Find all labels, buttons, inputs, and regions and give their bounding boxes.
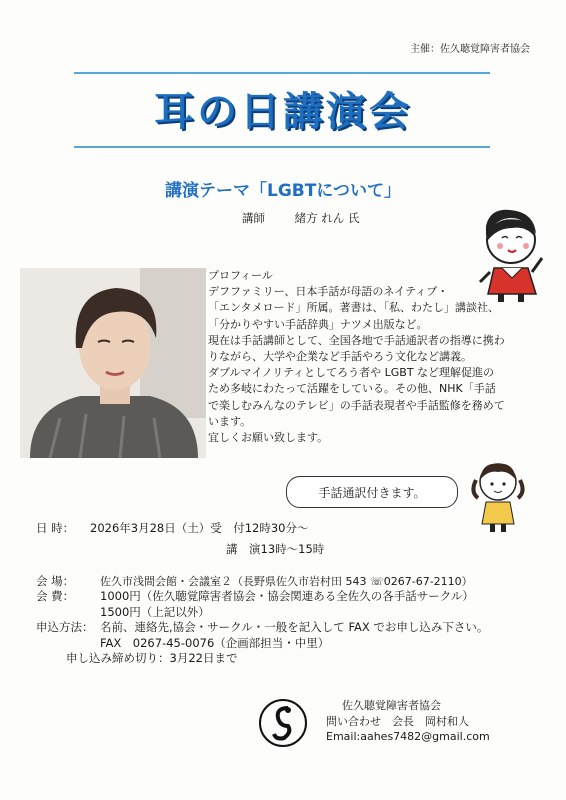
lecturer-label: 講師 [242, 211, 265, 225]
lecturer-line [242, 210, 385, 226]
profile-line: 現在は手話講師として、全国各地で手話通訳者の指導に携わ [208, 333, 505, 347]
association-logo-icon [258, 698, 308, 748]
interpretation-note: 手話通訳付きます。 [318, 485, 426, 500]
profile-line: 「分かりやすい手話辞典」ナツメ出版など。 [208, 317, 428, 331]
org-email[interactable]: Email:aahes7482@gmail.com [326, 730, 490, 743]
apply-line: FAX 0267-45-0076（企画部担当・中里） [100, 635, 330, 650]
details-section [36, 574, 488, 666]
date-label: 日 時： [36, 521, 75, 535]
fee-line: 1000円（佐久聴覚障害者協会・協会関連ある全佐久の各手話サークル） [100, 589, 474, 604]
lecturer-name: 緒方 れん 氏 [294, 211, 360, 225]
organizer-label: 主催：佐久聴覚障害者協会 [410, 44, 530, 55]
lecture-time: 講 演13時～15時 [226, 542, 325, 556]
profile-line: りながら、大学や企業など手話やろう文化など講義。 [208, 350, 472, 364]
org-contact: 問い合わせ 会長 岡村和人 [326, 714, 469, 728]
lecturer-photo [20, 268, 206, 458]
profile-heading: プロフィール [208, 269, 273, 282]
event-section [36, 520, 324, 562]
fee-label: 会 費： [36, 589, 75, 604]
profile-line: 「エンタメロード」所属。著書は、「私、わたし」講談社、 [208, 301, 500, 315]
venue-value: 佐久市浅間会館・会議室２（長野県佐久市岩村田 543 ☏0267-67-2110） [100, 575, 473, 588]
interpretation-bubble [286, 476, 458, 508]
title-top-rule [74, 72, 490, 74]
date-value: 2026年3月28日（土）受 付12時30分～ [90, 521, 309, 535]
page-title: 耳の日講演会 [154, 89, 412, 135]
venue-label: 会 場： [36, 574, 75, 588]
fee-line: 1500円（上記以外） [100, 604, 210, 619]
profile-section [208, 268, 548, 446]
profile-line: います。 [208, 414, 252, 428]
organization-block [326, 698, 490, 745]
org-name: 佐久聴覚障害者協会 [342, 699, 441, 712]
deadline: 申し込み締め切り：3月22日まで [66, 651, 238, 666]
lecture-theme: 講演テーマ「LGBTについて」 [165, 181, 401, 201]
profile-line: デフファミリー、日本手話が母語のネイティブ・ [208, 285, 449, 299]
profile-line: ため多岐にわたって活躍をしている。その他、NHK「手話 [208, 382, 496, 396]
profile-line: ダブルマイノリティとしてろう者や LGBT など理解促進の [208, 366, 495, 380]
profile-line: 宜しくお願い致します。 [208, 431, 329, 445]
apply-label: 申込方法： [36, 620, 94, 635]
small-girl-icon [466, 458, 530, 536]
apply-line: 名前、連絡先,協会・サークル・一般を記入して FAX でお申し込み下さい。 [100, 620, 489, 635]
profile-line: で楽しむみんなのテレビ」の手話表現者や手話監修を務めて [208, 398, 505, 412]
title-bottom-rule [74, 146, 490, 148]
